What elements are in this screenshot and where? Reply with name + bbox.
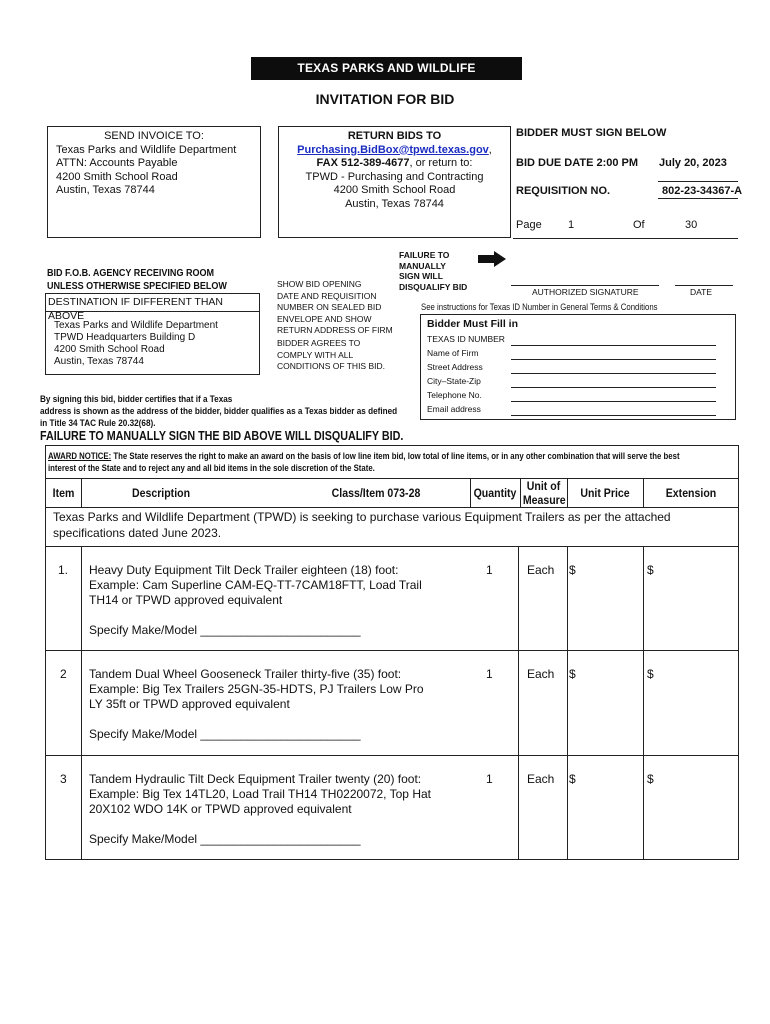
firm-name-field[interactable] [511,359,716,360]
header-item: Item [52,486,75,500]
note-line: BIDDER AGREES TO [277,338,361,348]
bid-due-date-value: July 20, 2023 [659,157,727,169]
page-number: 1 [568,219,575,231]
header-extension: Extension [665,486,717,500]
street-address-label: Street Address [427,362,483,372]
intro-line: specifications dated June 2023. [53,526,222,540]
row-item-number: 1. [58,563,69,577]
note-line: RETURN ADDRESS OF FIRM [277,325,393,335]
fob-heading: BID F.O.B. AGENCY RECEIVING ROOM [47,267,215,279]
return-bids-line: Austin, Texas 78744 [345,197,444,210]
arrow-right-icon [478,251,506,267]
bid-items-table [45,445,739,860]
row-unit-price[interactable]: $ [569,563,576,577]
send-invoice-heading: SEND INVOICE TO: [104,130,204,142]
note-line: CONDITIONS OF THIS BID. [277,361,385,371]
page-label: Page [516,219,542,231]
bidder-agrees-note [277,338,385,373]
fob-destination-box [45,293,260,375]
note-line: ENVELOPE AND SHOW [277,313,372,324]
send-invoice-line: Austin, Texas 78744 [56,184,155,196]
note-line: SHOW BID OPENING [277,279,362,289]
row-specify-make-model[interactable]: Specify Make/Model ________________________ [89,727,361,741]
intro-line: Texas Parks and Wildlife Department (TPWD) is seeking to purchase various Equipment Trailers as per the attached [53,510,671,524]
signature-date-line[interactable] [675,285,733,286]
header-col-divider [643,478,644,507]
row-unit: Each [527,563,555,577]
body-col-divider [81,546,82,860]
row-item-number: 2 [60,667,67,681]
return-bids-line: TPWD - Purchasing and Contracting [305,170,484,183]
bid-fax-suffix: , or return to: [409,157,473,169]
send-invoice-line: Texas Parks and Wildlife Department [56,143,237,156]
telephone-label: Telephone No. [427,390,482,400]
requisition-value: 802-23-34367-A [662,185,743,197]
desc-line: Tandem Hydraulic Tilt Deck Equipment Trailer twenty (20) foot: [89,772,422,786]
fob-heading-line2: UNLESS OTHERWISE SPECIFIED BELOW [47,280,227,292]
bid-email-suffix: , [488,143,492,156]
desc-line: Tandem Dual Wheel Gooseneck Trailer thirty-five (35) foot: [89,667,402,681]
desc-line: Example: Big Tex 14TL20, Load Trail TH14 TH0220072, Top Hat [89,787,431,801]
bidder-fill-heading: Bidder Must Fill in [427,318,518,330]
desc-line: TH14 or TPWD approved equivalent [89,593,283,607]
email-label: Email address [427,404,481,414]
row-unit-price[interactable]: $ [569,772,576,786]
row-unit-price[interactable]: $ [569,667,576,681]
desc-line: Example: Big Tex Trailers 25GN-35-HDTS, PJ Trailers Low Pro [89,682,424,696]
send-invoice-line: 4200 Smith School Road [56,170,178,183]
row-extension[interactable]: $ [647,563,654,577]
certify-text: By signing this bid, bidder certifies that if a Texas [40,394,233,405]
row-quantity: 1 [486,772,493,786]
note-line: FAILURE TO [399,250,450,260]
desc-line: Heavy Duty Equipment Tilt Deck Trailer eighteen (18) foot: [89,563,399,577]
award-notice-text: The State reserves the right to make an award on the basis of low line item bid, low total of line items, or in any other combination that will serve the best [111,451,680,462]
header-col-divider [520,478,521,507]
bid-email-link[interactable]: Purchasing.BidBox@tpwd.texas.gov [297,143,489,156]
failure-to-sign-note [399,250,467,292]
bid-due-date-label: BID DUE DATE 2:00 PM [516,157,639,169]
table-divider [46,546,738,547]
note-line: DATE AND REQUISITION [277,290,377,301]
bidder-must-sign-label: BIDDER MUST SIGN BELOW [516,127,667,139]
row-quantity: 1 [486,563,493,577]
desc-line: 20X102 WDO 14K or TPWD approved equivalent [89,802,352,816]
page-row-underline [513,238,738,239]
send-invoice-box [47,126,261,238]
city-state-zip-field[interactable] [511,387,716,388]
texas-id-field[interactable] [511,345,716,346]
row-description [89,667,424,712]
desc-line: Example: Cam Superline CAM-EQ-TT-7CAM18FTT, Load Trail [89,578,422,592]
note-line: SIGN WILL [399,271,443,281]
table-intro [53,509,671,541]
authorized-signature-label: AUTHORIZED SIGNATURE [532,287,639,297]
note-line: MANUALLY [399,260,446,271]
row-quantity: 1 [486,667,493,681]
return-bids-heading: RETURN BIDS TO [347,130,442,142]
header-description: Description [131,486,191,500]
fob-line: TPWD Headquarters Building D [54,332,196,343]
table-divider [46,478,738,479]
desc-line: LY 35ft or TPWD approved equivalent [89,697,290,711]
fob-line: Texas Parks and Wildlife Department [54,320,218,331]
row-description [89,563,422,608]
header-col-divider [567,478,568,507]
award-notice-text: interest of the State and to reject any and all bid items in the sole discretion of the State. [48,463,375,474]
fob-line: Austin, Texas 78744 [54,356,144,367]
requisition-underline [658,198,738,199]
bid-fax: FAX 512-389-4677 [316,157,410,169]
page-title: INVITATION FOR BID [315,91,455,107]
texas-id-instructions: See instructions for Texas ID Number in General Terms & Conditions [421,302,658,313]
header-col-divider [470,478,471,507]
firm-name-label: Name of Firm [427,348,479,358]
award-notice [48,451,680,475]
requisition-label: REQUISITION NO. [516,185,611,197]
header-unit-line: Measure [522,493,566,507]
row-extension[interactable]: $ [647,772,654,786]
note-line: DISQUALIFY BID [399,281,468,292]
body-col-divider [643,546,644,860]
destination-label: DESTINATION IF DIFFERENT THAN ABOVE [46,294,259,312]
row-unit: Each [527,772,555,786]
show-bid-opening-note [277,279,393,337]
row-specify-make-model[interactable]: Specify Make/Model ________________________ [89,623,361,637]
body-col-divider [518,546,519,860]
award-notice-label: AWARD NOTICE: [48,451,112,462]
page-total: 30 [685,219,698,231]
table-divider [46,650,738,651]
header-col-divider [81,478,82,507]
header-quantity: Quantity [473,486,517,500]
signature-date-label: DATE [690,287,713,297]
agency-banner: TEXAS PARKS AND WILDLIFE [251,57,522,80]
return-bids-line: 4200 Smith School Road [333,184,456,196]
due-date-underline [658,181,738,182]
texas-id-label: TEXAS ID NUMBER [427,334,505,344]
telephone-field[interactable] [511,401,716,402]
fob-line: 4200 Smith School Road [54,344,165,355]
row-description [89,772,431,817]
row-specify-make-model[interactable]: Specify Make/Model ________________________ [89,832,361,846]
email-field[interactable] [511,415,716,416]
return-bids-box [278,126,511,238]
certify-text: in Title 34 TAC Rule 20.32(68). [40,418,156,429]
table-divider [46,755,738,756]
header-unit-of-measure [523,479,564,507]
send-invoice-line: ATTN: Accounts Payable [56,157,178,169]
body-col-divider [567,546,568,860]
note-line: NUMBER ON SEALED BID [277,302,382,312]
note-line: COMPLY WITH ALL [277,349,354,360]
table-divider [46,507,738,508]
failure-notice: FAILURE TO MANUALLY SIGN THE BID ABOVE WILL DISQUALIFY BID. [40,429,404,443]
bidder-fill-box [420,314,736,420]
certify-text: address is shown as the address of the bidder, bidder qualifies as a Texas bidder as defined [40,406,398,417]
city-state-zip-label: City–State-Zip [427,376,481,386]
header-class-item: Class/Item 073-28 [331,486,421,500]
header-unit-price: Unit Price [580,486,630,500]
row-unit: Each [527,667,555,681]
street-address-field[interactable] [511,373,716,374]
row-extension[interactable]: $ [647,667,654,681]
row-item-number: 3 [60,772,67,786]
header-unit-line: Unit of [526,479,561,493]
authorized-signature-line[interactable] [511,285,659,286]
page-of-label: Of [633,219,645,231]
